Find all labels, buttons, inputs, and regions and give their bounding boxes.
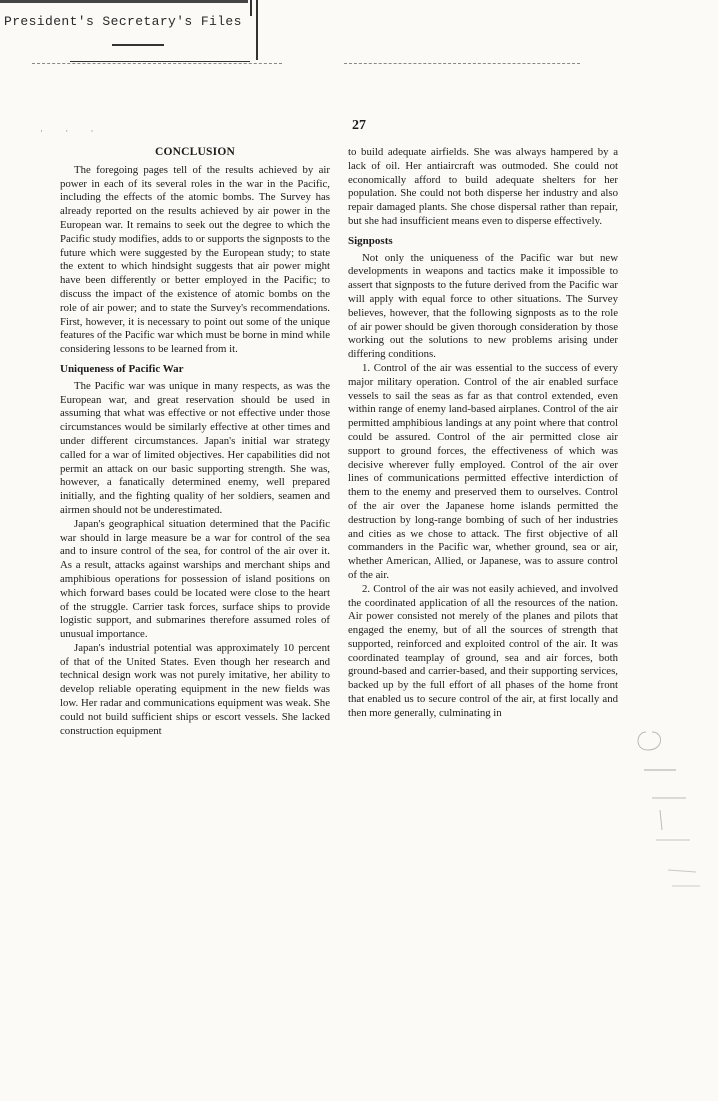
subheading-uniqueness: Uniqueness of Pacific War <box>60 362 184 375</box>
stamp-long-rule <box>70 61 250 62</box>
margin-marks <box>616 720 706 910</box>
paragraph: The Pacific war was unique in many respects, as was the European war, and great reservation should be used in assuming that what was effective or not effective under those circumstances would be similarly effective at other times and under different circumstances. Japan's initial war strategy called for a war of limited objectives. Her capabilities did not permit an attack on our basic supporting strength. She was, however, a fanatically determined enemy, well prepared initially, and the fighting quality of her soldiers, seamen and airmen should not be underestimated. <box>60 379 330 516</box>
paragraph: Japan's industrial potential was approximately 10 percent of that of the United States. Even though her research and technical design work was not purely imitative, her ability to develop reliable operating equipment in the new fields was low. Her radar and communications equipment was weak. She could not build sufficient ships or escort vessels. She lacked construction equipment <box>60 641 330 737</box>
subheading-signposts: Signposts <box>348 234 393 247</box>
scan-specks: · · · <box>40 126 104 136</box>
signpost-item-1: 1. Control of the air was essential to the success of every major military operation. Control of the air enabled surface vessels to sail the seas as far as that control extended, even within range of enemy land-based airplanes. Control of the air permitted amphibious landings at any point where that control could be assured. Control of the air permitted close air support to ground forces, the effectiveness of which was decisive wherever fully employed. Control of the air over lines of communications permitted effective interdiction of them to the enemy and preserved them to ourselves. Control of the air over the Japanese home islands permitted the destruction by long-range bombing of such of her industries and cities as we chose to attack. The first objective of all commanders in the Pacific war, whether ground, sea or air, whether American, Allied, or Japanese, was to assure control of the air. <box>348 361 618 581</box>
paragraph: Japan's geographical situation determined that the Pacific war should in large measure be a war for control of the sea and to insure control of the sea, for control of the air over it. As a result, attacks against warships and merchant ships and amphibious operations for possession of island positions on which forward bases could be located were close to the heart of the struggle. Carrier task forces, surface ships to provide logistic support, and submarines therefore assumed roles of unusual importance. <box>60 517 330 641</box>
page-number: 27 <box>352 118 366 133</box>
files-stamp: President's Secretary's Files <box>4 14 242 29</box>
divider-rule <box>344 63 580 64</box>
right-column <box>348 146 618 721</box>
left-column <box>60 146 330 738</box>
stamp-top-rule <box>0 0 248 3</box>
section-heading-conclusion: CONCLUSION <box>155 146 235 158</box>
stamp-short-rule <box>112 44 164 46</box>
stamp-vertical-rule <box>250 0 252 16</box>
paragraph-continued: to build adequate airfields. She was always hampered by a lack of oil. Her antiaircraft was outmoded. She could not economically afford to build adequate shelters for her population. She could not both disperse her industry and also repair damaged plants. She chose dispersal rather than repair, but she had insufficient means even to disperse effectively. <box>348 146 618 227</box>
conclusion-paragraph: The foregoing pages tell of the results achieved by air power in each of its several roles in the war in the Pacific, including the effects of the atomic bombs. The Survey has already reported on the results achieved by air power in the European war. It remains to seek out the degree to which the Pacific study modifies, adds to or supports the signposts to the future which were suggested by the European study; to state the extent to which hindsight suggests that air power might have been differently or better employed in the Pacific; to discuss the impact of the existence of atomic bombs on the role of air power; and to state the Survey's recommendations. First, however, it is necessary to point out some of the unique features of the Pacific war which must be borne in mind while considering lessons to be learned from it. <box>60 163 330 356</box>
divider-rule <box>32 63 282 64</box>
signpost-item-2: 2. Control of the air was not easily achieved, and involved the coordinated application of all the resources of the nation. Air power consisted not merely of the planes and pilots that engaged the enemy, but of all the sources of strength that supported, reinforced and exploited control of the air. It was coordinated teamplay of ground, sea and air forces, both ground-based and carrier-based, and their supporting services, backed up by the full effort of all phases of the home front that enabled us to secure control of the air, at first locally and then more generally, culminating in <box>348 582 618 719</box>
stamp-vertical-rule <box>256 0 258 60</box>
paragraph: Not only the uniqueness of the Pacific war but new developments in weapons and tactics make it impossible to assert that signposts to the future derived from the Pacific war will apply with equal force to other situations. The Survey believes, however, that the following signposts as to the role of air power should be given thorough consideration by those working out the solutions to new problems arising under differing conditions. <box>348 251 618 361</box>
